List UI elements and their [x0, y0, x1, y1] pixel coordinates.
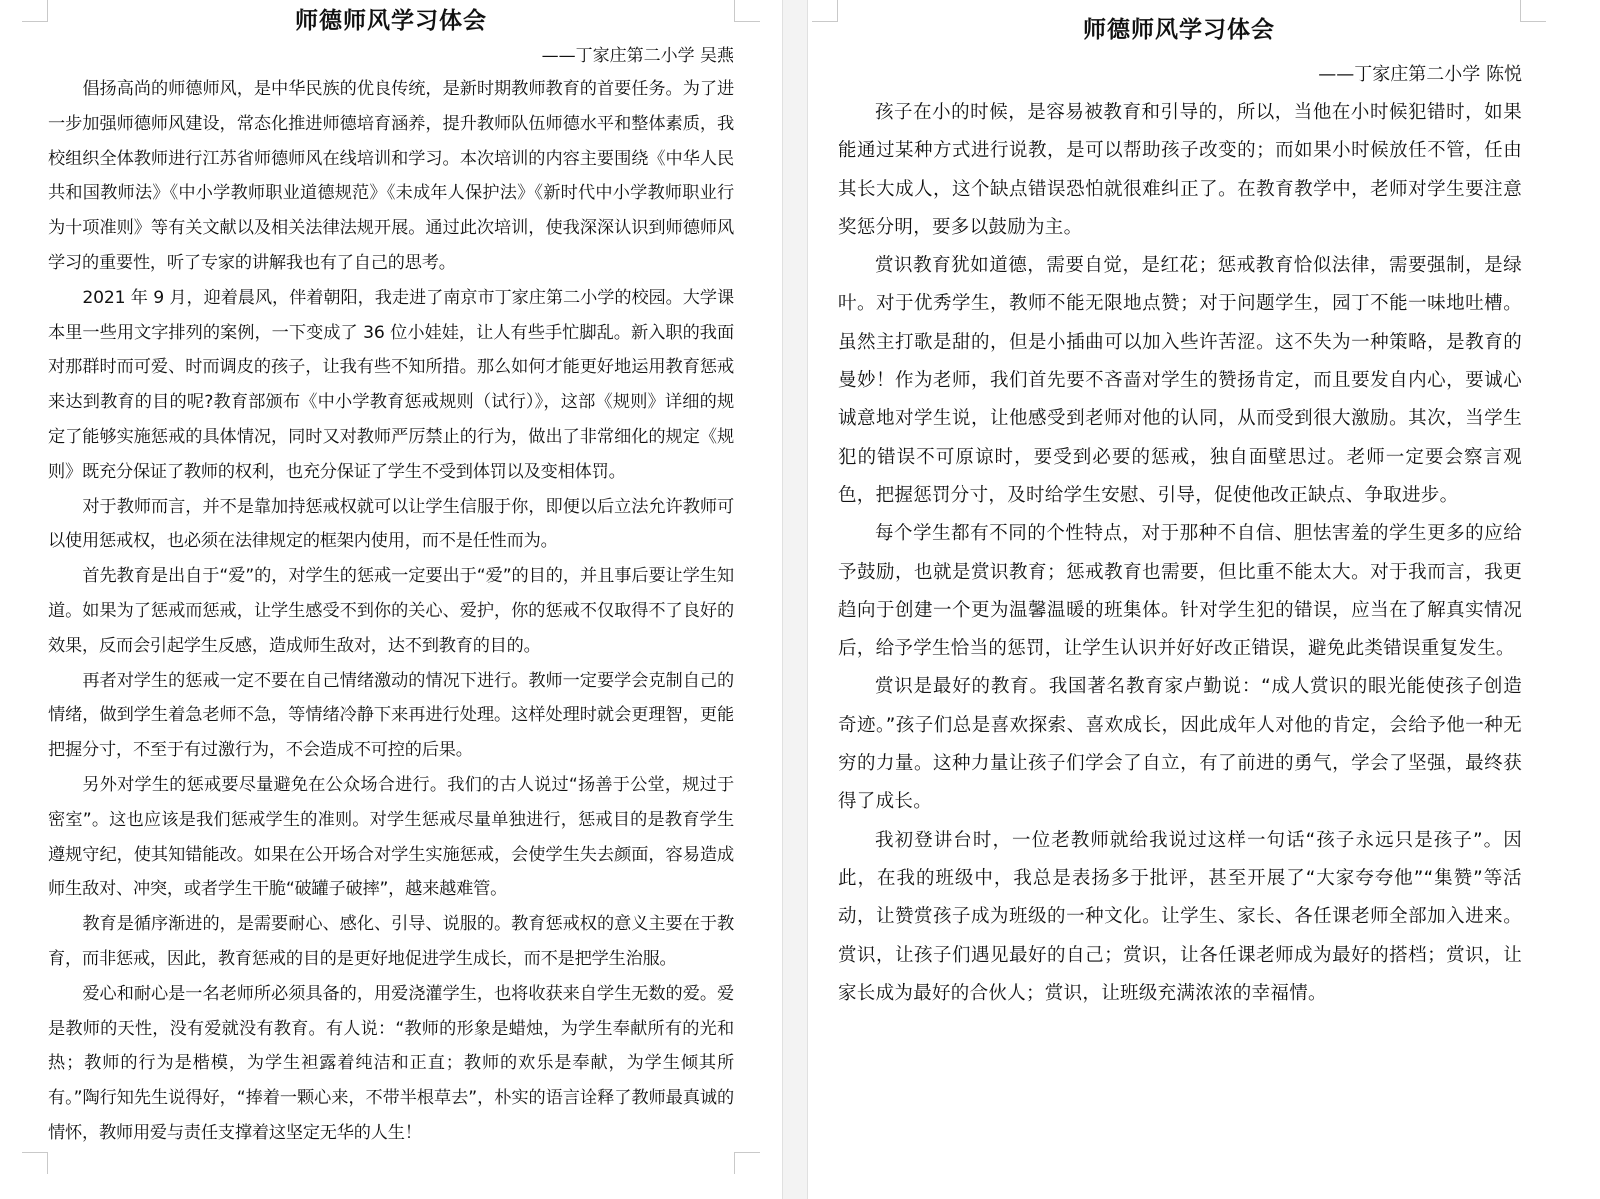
- page-corner-marker: [1520, 0, 1546, 22]
- body-paragraph: 2021 年 9 月，迎着晨风，伴着朝阳，我走进了南京市丁家庄第二小学的校园。大学课本里一些用文字排列的案例，一下变成了 36 位小娃娃，让人有些手忙脚乱。新入职的我面对那群时而可爱、时而调皮的孩子，让我有些不知所措。那么如何才能更好地运用教育惩戒来达到教育的目的呢?教育部颁布《中小学教育惩戒规则（试行）》，这部《规则》详细的规定了能够实施惩戒的具体情况，同时又对教师严厉禁止的行为，做出了非常细化的规定《规则》既充分保证了教师的权利，也充分保证了学生不受到体罚以及变相体罚。: [48, 287, 734, 482]
- document-body: [48, 72, 734, 1151]
- body-paragraph: 爱心和耐心是一名老师所必须具备的，用爱浇灌学生，也将收获来自学生无数的爱。爱是教师的天性，没有爱就没有教育。有人说：“教师的形象是蜡烛，为学生奉献所有的光和热；教师的行为是楷模，为学生袒露着纯洁和正直；教师的欢乐是奉献，为学生倾其所有。”陶行知先生说得好，“捧着一颗心来，不带半根草去”，朴实的语言诠释了教师最真诚的情怀，教师用爱与责任支撑着这坚定无华的人生！: [48, 983, 734, 1143]
- page-corner-marker: [22, 0, 48, 22]
- body-paragraph: 孩子在小的时候，是容易被教育和引导的，所以，当他在小时候犯错时，如果能通过某种方式进行说教，是可以帮助孩子改变的；而如果小时候放任不管，任由其长大成人，这个缺点错误恐怕就很难纠正了。在教育教学中，老师对学生要注意奖惩分明，要多以鼓励为主。: [838, 102, 1522, 238]
- body-paragraph: 赏识教育犹如道德，需要自觉，是红花；惩戒教育恰似法律，需要强制，是绿叶。对于优秀学生，教师不能无限地点赞；对于问题学生，园丁不能一味地吐槽。虽然主打歌是甜的，但是小插曲可以加入些许苦涩。这不失为一种策略，是教育的曼妙！作为老师，我们首先要不吝啬对学生的赞扬肯定，而且要发自内心，要诚心诚意地对学生说，让他感受到老师对他的认同，从而受到很大激励。其次，当学生犯的错误不可原谅时，要受到必要的惩戒，独自面壁思过。老师一定要会察言观色，把握惩罚分寸，及时给学生安慰、引导，促使他改正缺点、争取进步。: [838, 255, 1522, 506]
- body-paragraph: 我初登讲台时，一位老教师就给我说过这样一句话“孩子永远只是孩子”。因此，在我的班级中，我总是表扬多于批评，甚至开展了“大家夸夸他”“集赞”等活动，让赞赏孩子成为班级的一种文化。让学生、家长、各任课老师全部加入进来。赏识，让孩子们遇见最好的自己；赏识，让各任课老师成为最好的搭档；赏识，让家长成为最好的合伙人；赏识，让班级充满浓浓的幸福情。: [838, 829, 1522, 1004]
- page-gutter: [782, 0, 808, 1199]
- document-title: 师德师风学习体会: [295, 8, 487, 34]
- page-corner-marker: [734, 1152, 760, 1174]
- page-corner-marker: [812, 0, 838, 22]
- page-corner-marker: [734, 0, 760, 22]
- author-byline: ——丁家庄第二小学 吴燕: [541, 46, 734, 66]
- body-paragraph: 教育是循序渐进的，是需要耐心、感化、引导、说服的。教育惩戒权的意义主要在于教育，而非惩戒，因此，教育惩戒的目的是更好地促进学生成长，而不是把学生治服。: [48, 914, 734, 969]
- body-paragraph: 对于教师而言，并不是靠加持惩戒权就可以让学生信服于你，即便以后立法允许教师可以使用惩戒权，也必须在法律规定的框架内使用，而不是任性而为。: [48, 496, 734, 552]
- page-corner-marker: [22, 1152, 48, 1174]
- body-paragraph: 另外对学生的惩戒要尽量避免在公众场合进行。我们的古人说过“扬善于公堂，规过于密室”。这也应该是我们惩戒学生的准则。对学生惩戒尽量单独进行，惩戒目的是教育学生遵规守纪，使其知错能改。如果在公开场合对学生实施惩戒，会使学生失去颜面，容易造成师生敌对、冲突，或者学生干脆“破罐子破摔”，越来越难管。: [48, 774, 734, 900]
- document-body: [838, 94, 1522, 1013]
- body-paragraph: 倡扬高尚的师德师风，是中华民族的优良传统，是新时期教师教育的首要任务。为了进一步加强师德师风建设，常态化推进师德培育涵养，提升教师队伍师德水平和整体素质，我校组织全体教师进行江苏省师德师风在线培训和学习。本次培训的内容主要围绕《中华人民共和国教师法》《中小学教师职业道德规范》《未成年人保护法》《新时代中小学教师职业行为十项准则》等有关文献以及相关法律法规开展。通过此次培训，使我深深认识到师德师风学习的重要性，听了专家的讲解我也有了自己的思考。: [48, 79, 734, 273]
- body-paragraph: 再者对学生的惩戒一定不要在自己情绪激动的情况下进行。教师一定要学会克制自己的情绪，做到学生着急老师不急，等情绪冷静下来再进行处理。这样处理时就会更理智，更能把握分寸，不至于有过激行为，不会造成不可控的后果。: [48, 670, 734, 761]
- document-page-right: [808, 0, 1600, 1199]
- body-paragraph: 赏识是最好的教育。我国著名教育家卢勤说：“成人赏识的眼光能使孩子创造奇迹。”孩子们总是喜欢探索、喜欢成长，因此成年人对他的肯定，会给予他一种无穷的力量。这种力量让孩子们学会了自立，有了前进的勇气，学会了坚强，最终获得了成长。: [838, 676, 1522, 813]
- document-title: 师德师风学习体会: [1083, 17, 1275, 43]
- author-byline: ——丁家庄第二小学 陈悦: [1318, 64, 1522, 85]
- body-paragraph: 每个学生都有不同的个性特点，对于那种不自信、胆怯害羞的学生更多的应给予鼓励，也就是赏识教育；惩戒教育也需要，但比重不能太大。对于我而言，我更趋向于创建一个更为温馨温暖的班集体。针对学生犯的错误，应当在了解真实情况后，给予学生恰当的惩罚，让学生认识并好好改正错误，避免此类错误重复发生。: [838, 523, 1522, 660]
- document-page-left: [0, 0, 782, 1199]
- body-paragraph: 首先教育是出自于“爱”的，对学生的惩戒一定要出于“爱”的目的，并且事后要让学生知道。如果为了惩戒而惩戒，让学生感受不到你的关心、爱护，你的惩戒不仅取得不了良好的效果，反而会引起学生反感，造成师生敌对，达不到教育的目的。: [48, 566, 734, 656]
